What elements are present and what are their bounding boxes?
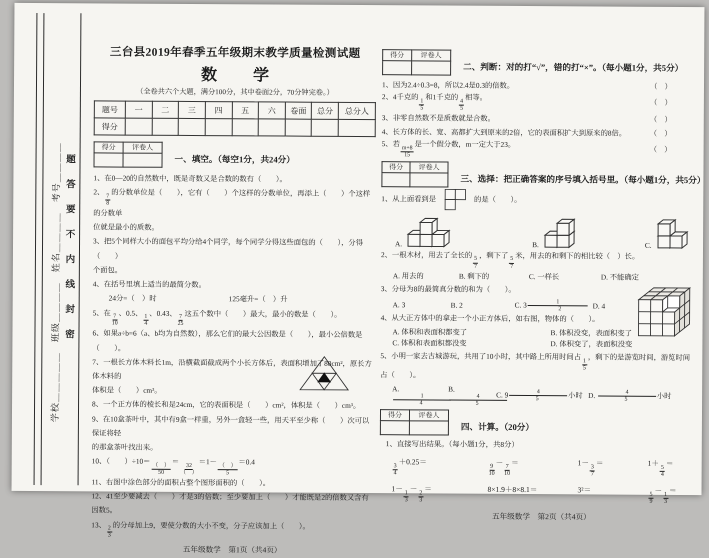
score-grader-box — [381, 161, 448, 187]
option: A. 用去的 — [393, 271, 459, 281]
fill-blank-question: 10、（ ）÷10＝ $\frac{( )}{50}$ ＝ $\frac{32}{( )}$ ＝1－ $\frac{( )}{5}$ ＝0.4 — [92, 455, 374, 478]
section-3-heading: 三、选择：把正确答案的序号填入括号里。（每小题1分，共5分） — [460, 172, 705, 188]
fill-blank-question: 4、在括号里填上适当的最简分数。 — [93, 277, 375, 293]
student-info-fields: 学校＿＿＿＿＿ 班级＿＿＿＿ 姓名＿＿＿＿ 考号＿＿＿＿ — [48, 126, 64, 438]
fill-blank-question: 7、一根长方体木料长1m，沿横截面截成两个小长方体后，表面积增加了80cm²，原长方体木料的 — [92, 355, 374, 385]
fill-blank-question: 8、一个正方体的棱长和是24cm，它的表面积是（ ）cm²，体积是（ ）cm³。 — [92, 398, 374, 414]
choice-q1-row — [381, 188, 705, 212]
choice-q1-pre: 1、从上面看到是 — [381, 194, 436, 204]
judge-item: 3、非零自然数不是质数就是合数。 — [382, 113, 495, 124]
choice-q1-options — [381, 212, 705, 250]
score-table-cell: 六 — [258, 102, 285, 119]
judge-item: 5、若 $\frac{m+8}{15}$ 是一个假分数，m一定大于23。 — [382, 139, 516, 159]
page-footer-right: 五年级数学 第2页（共4页） — [379, 510, 703, 523]
score-table-cell: 一 — [125, 101, 152, 118]
judge-item-row — [382, 92, 706, 113]
score-grader-box — [382, 49, 451, 75]
cube-option-a-figure — [406, 216, 454, 248]
right-page — [379, 49, 706, 523]
fill-blank-question: 2、 $\frac{7}{8}$ 的分数单位是（ ），它有（ ）个这样的分数单位，再添上（ ）个这样的分数单 — [93, 186, 375, 223]
choice-question-4: 4、从大正方体中的拿走一个小正方体后，如右图，物体的（ ）。 — [381, 313, 631, 328]
answer-bracket: （ ） — [650, 98, 672, 108]
score-label: 得分 — [382, 161, 410, 172]
fill-blank-question: 体积是（ ）cm³。 — [92, 384, 374, 400]
answer-bracket: （ ） — [650, 82, 672, 92]
score-label: 得分 — [380, 410, 409, 421]
option: A. 3 — [393, 300, 451, 309]
score-table-header-row — [94, 101, 375, 120]
fill-blank-question: 的那盒茶叶找出来。 — [92, 440, 374, 456]
fill-blank-question: 3、把5个同样大小的面包平均分给4个同学，每个同学分得这些面包的（ ），分得（ ） — [93, 235, 375, 265]
calc-expression: 8×1.9＋8×8.1＝ — [487, 484, 577, 505]
seal-char: 要 — [66, 201, 76, 215]
score-table-cell: 总分人 — [338, 102, 375, 119]
grader-label: 评卷人 — [410, 162, 448, 173]
calc-expression: 1－ $\frac{3}{7}$ ＝ — [578, 457, 648, 478]
calc-expression: $\frac{3}{4}$ ＋0.25＝ — [392, 456, 488, 477]
judge-item: 1、因为2.4÷0.3=8，所以2.4是0.3的倍数。 — [382, 80, 514, 91]
seal-char: 封 — [65, 301, 75, 315]
removed-corner-cube-figure — [635, 283, 693, 339]
choice-question-2: 2、一根木材，用去了全长的 $\frac{5}{7}$ ，剩下了 $\frac{5}{7}$ 米，用去的和剩下的相比较（ ）长。 — [381, 250, 705, 271]
seal-char: 答 — [66, 176, 76, 190]
seal-char: 题 — [66, 151, 76, 165]
cube-option-c — [645, 218, 692, 250]
score-table-cell: 卷面 — [285, 102, 312, 119]
score-grader-box — [380, 409, 449, 435]
choice-question-3: 3、分母为8的最简真分数的和为（ ）。 — [381, 284, 705, 299]
fill-blank-question: 1、在0—20的自然数中，既是奇数又是合数的数有（ ）。 — [93, 171, 375, 187]
option: A. 体积和表面积都变了 — [392, 326, 550, 338]
exam-note: （全卷共六个大题，满分100分，其中卷面2分，70分钟完卷。） — [94, 86, 376, 98]
answer-bracket: （ ） — [650, 115, 672, 125]
option-c-label: C. — [645, 241, 652, 250]
choice-q2-options — [393, 270, 705, 284]
option: D. 4 — [593, 301, 606, 310]
subject-title: 数 学 — [94, 61, 376, 86]
q4-right: 125毫升=（ ）升 — [229, 293, 288, 308]
fill-blank-question: 11、右图中涂色部分的面积占整个图形面积的（ ）。 — [92, 475, 374, 491]
page-footer-left: 五年级数学 第1页（共4页） — [91, 543, 373, 556]
calc-expression: 1－ $\frac{1}{3}$ － $\frac{2}{3}$ ＝ — [391, 483, 487, 504]
exam-title: 三台县2019年春季五年级期末教学质量检测试题 — [94, 43, 376, 61]
option: D. $\frac{4}{5}$ 小时 — [588, 390, 671, 404]
grader-label: 评卷人 — [412, 50, 451, 61]
calc-row-1 — [392, 456, 704, 478]
seal-char: 线 — [65, 276, 75, 290]
exam-paper-scan — [12, 3, 705, 495]
fill-blank-question: 13、 $\frac{2}{3}$ 的分母加上9，要使分数的大小不变，分子应该加上（ ）。 — [91, 518, 373, 541]
section-1-heading: 一、填空。（每空1分，共24分） — [174, 153, 294, 169]
grader-label: 评卷人 — [409, 410, 448, 421]
section-2-heading: 二、判断：对的打“√”，错的打“×”。（每小题1分，共5分） — [463, 61, 683, 77]
seal-char: 内 — [66, 251, 76, 265]
fill-blank-question: 12、41至少要减去（ ）才是3的倍数；至少要加上（ ）才能既是2的倍数又含有因数5。 — [91, 490, 373, 520]
seal-line-text — [62, 151, 78, 340]
score-table-score-row — [94, 118, 375, 137]
fill-blank-question: 个面包。 — [93, 263, 375, 279]
shaded-triangle-figure — [298, 355, 350, 392]
answer-bracket: （ ） — [650, 129, 672, 139]
choice-question-5-line2: 占（ ）。 — [380, 370, 704, 385]
fill-blank-question: 9、在10盒茶叶中，其中有9盒一样重，另外一盒轻一些，用天平至少称（ ）次可以保证将轻 — [92, 412, 374, 442]
calc-expression: $\frac{9}{10}$ － $\frac{7}{10}$ ＝ — [488, 457, 578, 478]
score-table-cell: 二 — [152, 101, 179, 118]
cube-option-b-figure — [543, 217, 579, 249]
choice-question-5-line1: 5、小明一家去古城游玩，共用了10小时，其中路上所用时间占 $\frac{1}{5}$ ，剩下的是游览时间，游览时间 — [380, 351, 704, 372]
seal-fold-line — [41, 13, 45, 485]
cube-option-b — [532, 217, 579, 249]
option: C. $3\frac{1}{2}$ — [515, 299, 593, 313]
option: C. 体积和表面积都没变 — [392, 338, 550, 350]
score-table-cell: 题号 — [94, 101, 125, 118]
choice-q1-post: 的是（ ）。 — [474, 194, 521, 204]
seal-fold-line — [34, 13, 38, 485]
option: B. $\frac{4}{5}$ — [448, 384, 496, 407]
section-4-heading: 四、计算。（20分） — [461, 421, 534, 436]
score-table-cell: 四 — [205, 102, 232, 119]
option: C. $9\frac{4}{5}$ 小时 — [496, 389, 588, 403]
calc-subheading: 1、直接写出结果。（每小题1分，共8分） — [386, 438, 704, 451]
score-grader-box — [93, 141, 162, 167]
calc-expression: $\frac{5}{9}$ － $\frac{1}{3}$ ＝ — [647, 485, 703, 506]
score-table-cell: 五 — [232, 102, 259, 119]
choice-q5-options — [392, 384, 704, 408]
seal-char: 不 — [66, 226, 76, 240]
score-summary-table — [94, 100, 376, 137]
option: C. 一样长 — [529, 272, 601, 282]
option: D. 体积变了，表面积没变 — [550, 339, 704, 351]
left-page — [91, 43, 376, 555]
score-table-cell: 总分 — [312, 102, 339, 119]
cube-option-a — [395, 216, 454, 248]
seal-char: 密 — [65, 326, 75, 340]
option-a-label: A. — [395, 239, 402, 248]
calc-row-2 — [391, 483, 703, 505]
option: B. 剩下的 — [459, 271, 529, 281]
fill-blank-question: 6、如果a÷b=6（a、b均为自然数），那么它们的最大公因数是（ ），最小公倍数是（ ）。 — [92, 327, 374, 357]
score-label: 得分 — [383, 50, 412, 61]
option: B. 2 — [451, 300, 515, 309]
score-table-cell: 得分 — [94, 118, 125, 135]
margin-rule-line — [78, 13, 82, 485]
judge-item: 2、4千克的 $\frac{1}{5}$ 和1千克的 $\frac{4}{5}$ 相等。 — [382, 92, 487, 112]
option: B. 体积没变，表面积变了 — [550, 327, 704, 339]
option-b-label: B. — [532, 240, 539, 249]
q4-conversion-row — [93, 292, 375, 308]
answer-bracket: （ ） — [650, 145, 672, 155]
calc-expression: 3²＝ — [577, 485, 647, 506]
calc-expression: 1＋ $\frac{5}{4}$ ＝ — [648, 458, 704, 479]
score-label: 得分 — [94, 142, 123, 153]
q4-left: 24分=（ ）时 — [109, 292, 229, 307]
judge-item: 4、长方体的长、宽、高都扩大到原来的2倍，它的表面积扩大到原来的8倍。 — [382, 127, 627, 138]
fill-blank-question: 位就是最小的质数。 — [93, 221, 375, 237]
option: A. $\frac{1}{4}$ — [392, 384, 448, 407]
cube-option-c-figure — [656, 218, 692, 250]
judge-item-row — [382, 139, 706, 160]
option: D. 不能确定 — [601, 272, 639, 282]
score-table-cell: 三 — [179, 101, 206, 118]
judge-questions — [382, 78, 706, 160]
top-view-shape-figure — [444, 188, 466, 210]
grader-label: 评卷人 — [123, 142, 162, 153]
fill-blank-question: 5、在 $\frac{7}{10}$ 、0.5、 $\frac{1}{4}$ 、0.43、 $\frac{7}{25}$ 这五个数中（ ）最大，最小的数是（ ）。 — [93, 306, 375, 329]
